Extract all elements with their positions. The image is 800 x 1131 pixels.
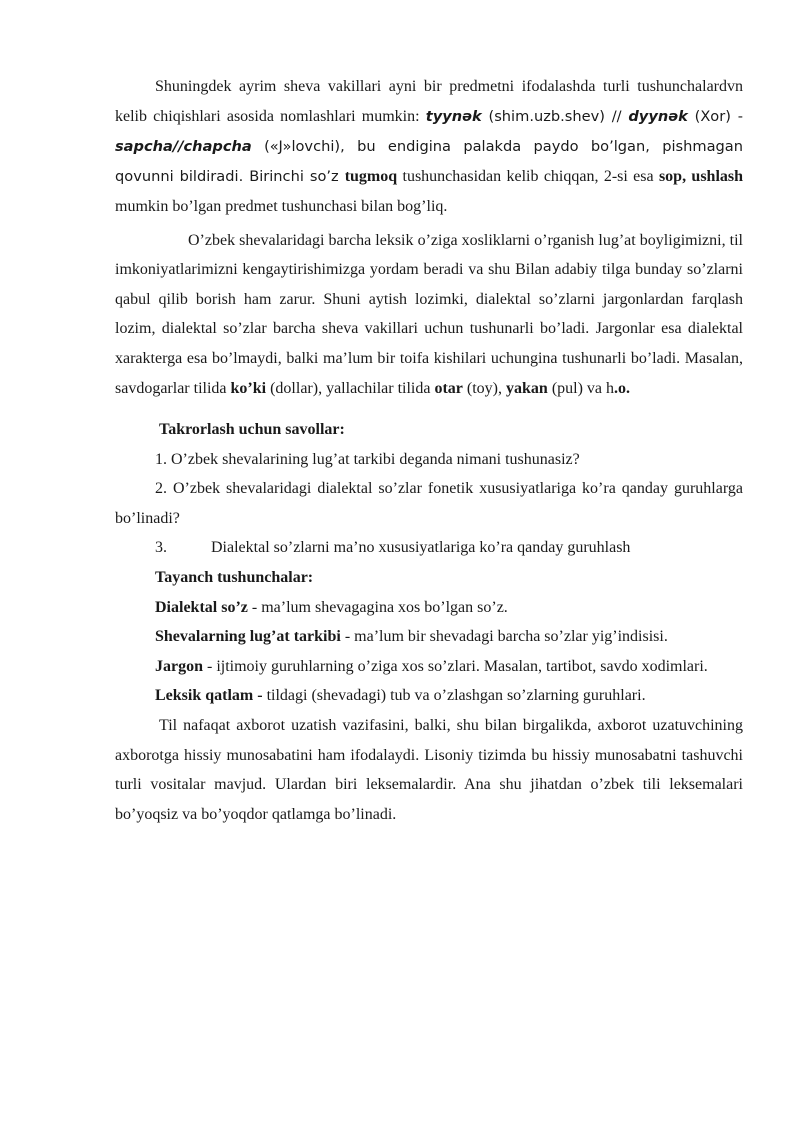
text-run: (shim.uzb.shev) // <box>481 107 629 125</box>
text-run: mumkin bo’lgan predmet tushunchasi bilan bog’liq. <box>115 197 448 215</box>
question-number: 3. <box>155 539 167 557</box>
term-jargon <box>115 652 743 682</box>
bold-word: sop, ushlash <box>658 167 744 185</box>
question-text: Dialektal so’zlarni ma’no xususiyatlariga ko’ra qanday guruhlash <box>211 539 631 557</box>
bold-word: .o. <box>614 379 631 397</box>
term-definition: - ijtimoiy guruhlarning o’ziga xos so’zlari. Masalan, tartibot, savdo xodimlari. <box>203 657 708 675</box>
term-definition: - ma’lum shevagagina xos bo’lgan so’z. <box>247 598 508 616</box>
term-label: Dialektal so’z <box>155 598 248 616</box>
dialect-word: dyynək <box>628 107 688 125</box>
paragraph-dialect-examples <box>115 72 743 222</box>
question-1: 1. O’zbek shevalarining lug’at tarkibi deganda nimani tushunasiz? <box>155 450 580 468</box>
text-run: (dollar), yallachilar tilida <box>266 379 435 397</box>
text-run: (Xor) - <box>687 107 743 125</box>
paragraph-emotional-layers: Til nafaqat axborot uzatish vazifasini, balki, shu bilan birgalikda, axborot uzatuvchining axborotga hissiy munosabatini ham ifodalaydi. Lisoniy tizimda bu hissiy munosabatni tashuvchi turli vositalar mavjud. Ulardan biri leksemalardir. Ana shu jihatdan o’zbek tili leksemalari bo’yoqsiz va bo’yoqdor qatlamga bo’linadi. <box>115 717 743 823</box>
text-run: (toy), <box>462 379 507 397</box>
term-definition: tildagi (shevadagi) tub va o’zlashgan so’zlarning guruhlari. <box>262 687 646 705</box>
term-label: Leksik qatlam - <box>155 687 263 705</box>
dialect-word: tyynək <box>425 107 482 125</box>
text-run: O’zbek shevalaridagi barcha leksik o’ziga xosliklarni o’rganish lug’at boyligimizni, til imkoniyatlarimizni kengaytirishimizga yordam beradi va shu Bilan adabiy tilga bunday so’zlarni qabul qilib borish ham zarur. Shuni aytish lozimki, dialektal so’zlarni jargonlardan farqlash lozim, dialektal so’zlar barcha sheva vakillari uchun tushunarli bo’ladi. Jargonlar esa dialektal xarakterga esa bo’lmaydi, balki ma’lum bir toifa kishilari uchungina tushunarli bo’ladi. Masalan, savdogarlar tilida <box>115 231 743 397</box>
question-2: 2. O’zbek shevalaridagi dialektal so’zlar fonetik xususiyatlariga ko’ra qanday guruhlarga bo’linadi? <box>115 480 743 527</box>
bold-word: otar <box>434 379 463 397</box>
term-dialectal-word <box>115 593 743 623</box>
question-3 <box>115 533 743 563</box>
bold-word: ko’ki <box>230 379 267 397</box>
term-label: Shevalarning lug’at tarkibi <box>155 628 341 646</box>
paragraph-lexical-features <box>115 226 743 404</box>
text-run: («J»lovchi), bu endigina palakda paydo bo’lgan, pishmagan qovunni bildiradi. Birinchi so’z <box>115 137 743 185</box>
term-definition: - ma’lum bir shevadagi barcha so’zlar yig’indisisi. <box>340 628 668 646</box>
text-run: (pul) va h <box>547 379 615 397</box>
term-vocabulary <box>115 622 743 652</box>
text-run: tushunchasidan kelib chiqqan, 2-si esa <box>397 167 659 185</box>
bold-word: tugmoq <box>344 167 398 185</box>
text-run: Shuningdek ayrim sheva vakillari ayni bir predmetni ifodalashda turli tushunchalardvn kelib chiqishlari asosida nomlashlari mumkin: <box>115 78 743 125</box>
bold-word: yakan <box>506 379 548 397</box>
questions-heading <box>115 415 743 445</box>
heading-text: Takrorlash uchun savollar: <box>159 421 345 439</box>
term-lexical-layer <box>115 681 743 711</box>
dialect-word: sapcha//chapcha <box>115 137 252 155</box>
term-label: Jargon <box>155 657 203 675</box>
heading-text: Tayanch tushunchalar: <box>155 569 314 587</box>
terms-heading <box>115 563 743 593</box>
